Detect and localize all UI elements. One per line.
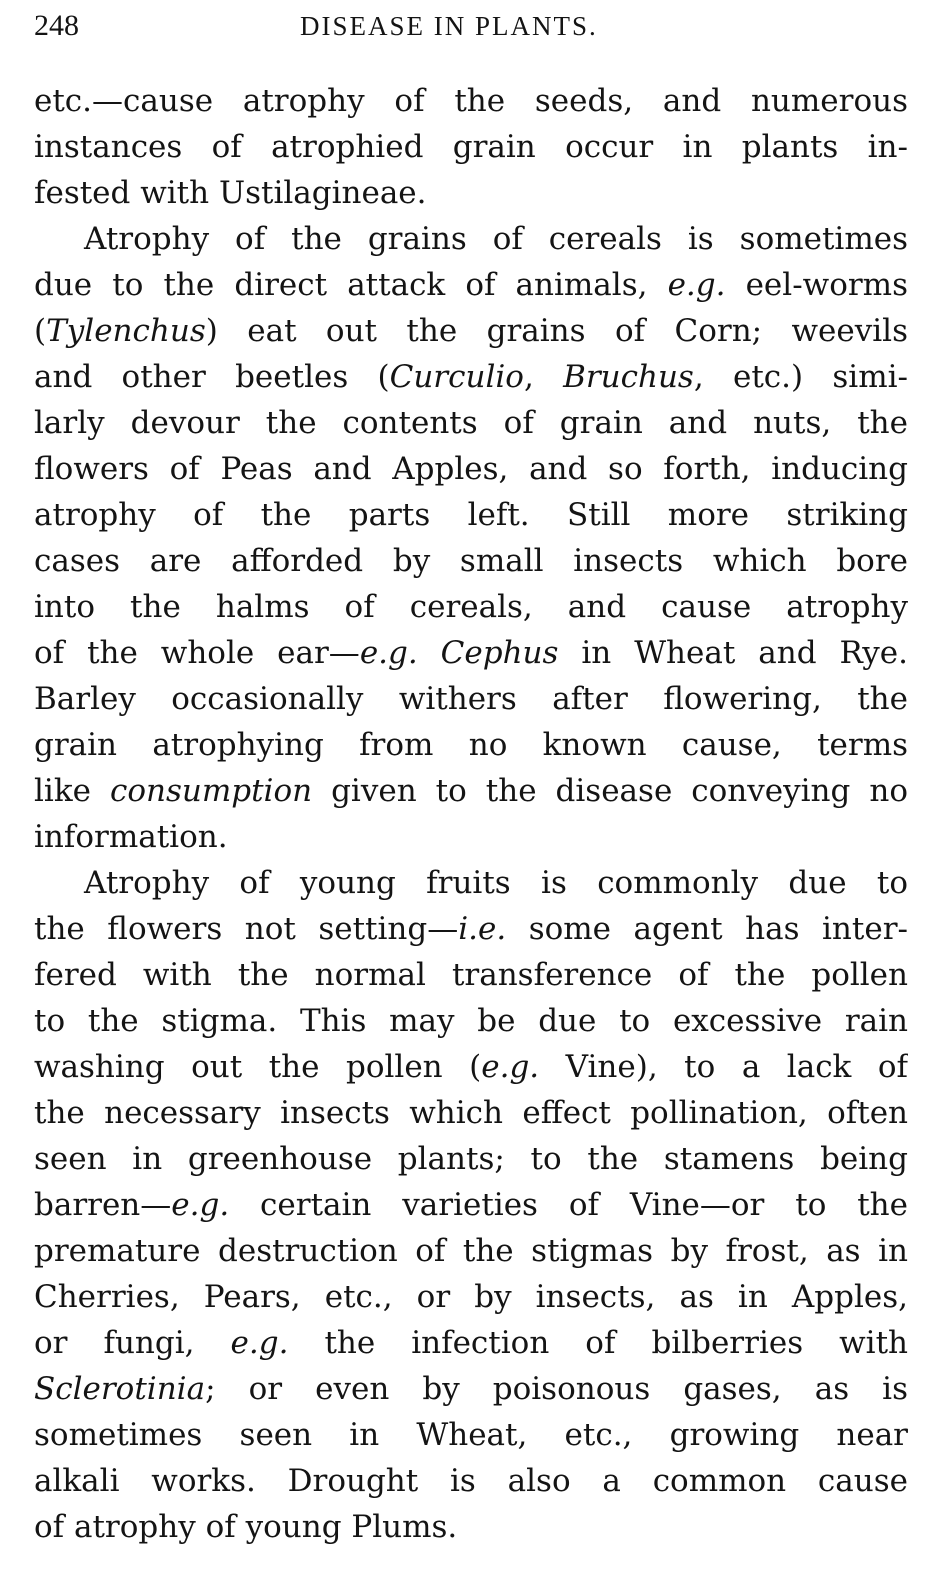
body-text [34,78,908,1550]
text-line: larly devour the contents of grain and nuts, the [34,405,908,441]
text-line: due to the direct attack of animals, e.g. eel-worms [34,267,908,303]
text-line: of atrophy of young Plums. [34,1509,458,1545]
italic-text: Curculio [389,359,524,395]
text-line: fered with the normal transference of the pollen [34,957,908,993]
text-line: the necessary insects which effect pollination, often [34,1095,908,1131]
text-line: to the stigma. This may be due to excessive rain [34,1003,908,1039]
text-line: atrophy of the parts left. Still more striking [34,497,908,533]
text-line: fested with Ustilagineae. [34,175,427,211]
text-line: instances of atrophied grain occur in plants in- [34,129,908,165]
italic-text: Bruchus [563,359,694,395]
text-line: premature destruction of the stigmas by frost, as in [34,1233,908,1269]
text-line: seen in greenhouse plants; to the stamens being [34,1141,908,1177]
text-line: the flowers not setting—i.e. some agent has inter- [34,911,908,947]
text-line: and other beetles (Curculio, Bruchus, etc.) simi- [34,359,908,395]
italic-text: i.e. [458,911,507,947]
text-line: into the halms of cereals, and cause atrophy [34,589,908,625]
text-line: or fungi, e.g. the infection of bilberries with [34,1325,908,1361]
running-title: DISEASE IN PLANTS. [300,11,598,41]
text-line: grain atrophying from no known cause, terms [34,727,908,763]
text-line: cases are afforded by small insects which bore [34,543,908,579]
running-head [34,4,908,48]
text-line: of the whole ear—e.g. Cephus in Wheat and Rye. [34,635,908,671]
text-line: Cherries, Pears, etc., or by insects, as in Apples, [34,1279,908,1315]
text-line: like consumption given to the disease conveying no [34,773,908,809]
italic-text: e.g. [667,267,726,303]
text-line: Sclerotinia; or even by poisonous gases, as is [34,1371,908,1407]
text-line: flowers of Peas and Apples, and so forth, inducing [34,451,908,487]
paragraph-first-line: Atrophy of young fruits is commonly due to [84,865,908,901]
text-line: washing out the pollen (e.g. Vine), to a lack of [34,1049,908,1085]
italic-text: e.g. [230,1325,289,1361]
italic-text: e.g. [171,1187,230,1223]
text-line: Barley occasionally withers after flowering, the [34,681,908,717]
italic-text: e.g. [481,1049,540,1085]
text-line: information. [34,819,228,855]
paragraph-first-line: Atrophy of the grains of cereals is sometimes [84,221,908,257]
italic-text: Sclerotinia [34,1371,206,1407]
italic-text: Tylenchus [46,313,206,349]
text-line: (Tylenchus) eat out the grains of Corn; weevils [34,313,908,349]
text-line: alkali works. Drought is also a common cause [34,1463,908,1499]
page-number: 248 [34,9,79,42]
italic-text: Cephus [440,635,559,671]
italic-text: consumption [109,773,313,809]
text-line: barren—e.g. certain varieties of Vine—or to the [34,1187,908,1223]
text-line: sometimes seen in Wheat, etc., growing near [34,1417,908,1453]
text-line: etc.—cause atrophy of the seeds, and numerous [34,83,908,119]
italic-text: e.g. [359,635,418,671]
